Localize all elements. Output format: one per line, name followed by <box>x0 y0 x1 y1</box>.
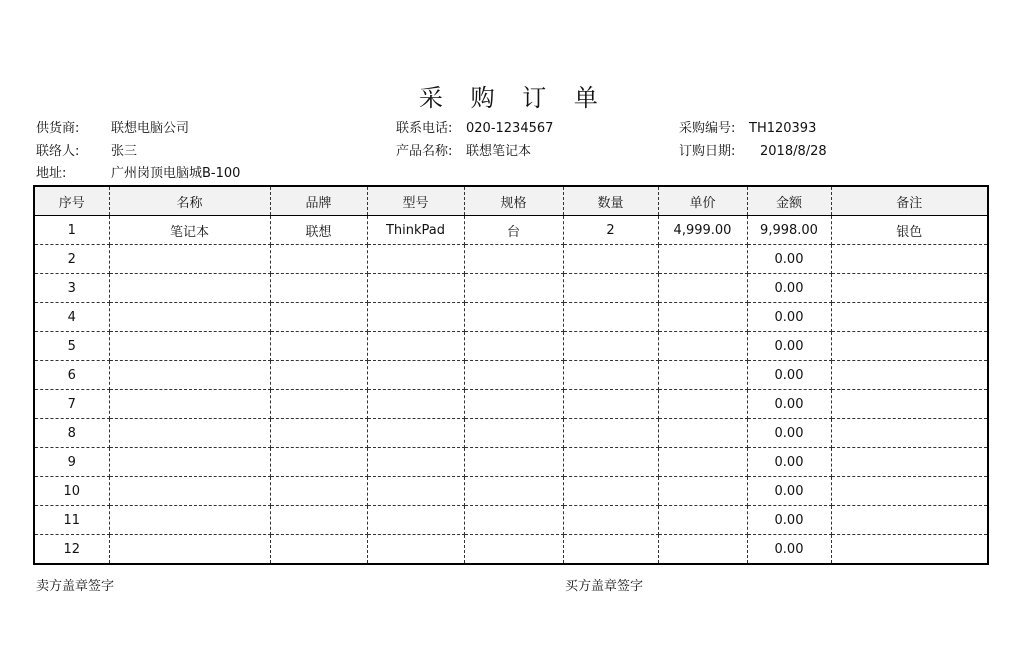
cell-spec <box>464 361 563 390</box>
col-header-name: 名称 <box>109 186 270 216</box>
cell-unit-price <box>658 535 747 565</box>
address-value: 广州岗顶电脑城B-100 <box>111 166 241 181</box>
cell-remarks: 银色 <box>831 216 988 245</box>
cell-index: 11 <box>34 506 109 535</box>
col-header-remarks: 备注 <box>831 186 988 216</box>
col-header-spec: 规格 <box>464 186 563 216</box>
table-row <box>34 361 988 390</box>
cell-quantity <box>563 274 658 303</box>
cell-spec <box>464 274 563 303</box>
cell-spec <box>464 535 563 565</box>
cell-remarks <box>831 448 988 477</box>
table-row <box>34 216 988 245</box>
cell-amount: 0.00 <box>747 448 831 477</box>
cell-name: 笔记本 <box>109 216 270 245</box>
contact-label: 联络人: <box>36 144 80 159</box>
cell-brand <box>270 390 367 419</box>
cell-brand <box>270 506 367 535</box>
cell-quantity <box>563 419 658 448</box>
cell-brand: 联想 <box>270 216 367 245</box>
cell-remarks <box>831 390 988 419</box>
cell-model: ThinkPad <box>367 216 464 245</box>
cell-quantity <box>563 477 658 506</box>
cell-unit-price <box>658 448 747 477</box>
cell-index: 10 <box>34 477 109 506</box>
cell-model <box>367 303 464 332</box>
phone-label: 联系电话: <box>396 121 453 136</box>
address-label: 地址: <box>36 166 67 181</box>
cell-amount: 0.00 <box>747 332 831 361</box>
table-row <box>34 477 988 506</box>
cell-unit-price <box>658 506 747 535</box>
table-row <box>34 506 988 535</box>
cell-model <box>367 477 464 506</box>
cell-spec <box>464 506 563 535</box>
cell-amount: 0.00 <box>747 390 831 419</box>
cell-amount: 0.00 <box>747 245 831 274</box>
cell-remarks <box>831 535 988 565</box>
cell-remarks <box>831 274 988 303</box>
cell-amount: 0.00 <box>747 361 831 390</box>
product-label: 产品名称: <box>396 144 453 159</box>
table-row <box>34 419 988 448</box>
col-header-unit-price: 单价 <box>658 186 747 216</box>
phone-value: 020-1234567 <box>466 121 554 136</box>
cell-remarks <box>831 332 988 361</box>
cell-name <box>109 332 270 361</box>
cell-name <box>109 274 270 303</box>
cell-quantity: 2 <box>563 216 658 245</box>
cell-remarks <box>831 361 988 390</box>
supplier-label: 供货商: <box>36 121 80 136</box>
cell-quantity <box>563 448 658 477</box>
cell-brand <box>270 245 367 274</box>
cell-spec <box>464 303 563 332</box>
cell-index: 12 <box>34 535 109 565</box>
cell-name <box>109 506 270 535</box>
cell-brand <box>270 274 367 303</box>
cell-index: 9 <box>34 448 109 477</box>
cell-remarks <box>831 477 988 506</box>
cell-quantity <box>563 361 658 390</box>
cell-remarks <box>831 419 988 448</box>
cell-amount: 0.00 <box>747 535 831 565</box>
cell-remarks <box>831 506 988 535</box>
cell-brand <box>270 332 367 361</box>
page-title: 采 购 订 单 <box>419 84 608 112</box>
cell-brand <box>270 535 367 565</box>
cell-amount: 0.00 <box>747 274 831 303</box>
cell-name <box>109 477 270 506</box>
order-date-label: 订购日期: <box>679 144 736 159</box>
cell-spec <box>464 245 563 274</box>
order-table <box>33 185 989 565</box>
cell-amount: 0.00 <box>747 477 831 506</box>
cell-unit-price <box>658 419 747 448</box>
cell-spec <box>464 332 563 361</box>
cell-quantity <box>563 303 658 332</box>
cell-unit-price: 4,999.00 <box>658 216 747 245</box>
table-header-row <box>34 186 988 216</box>
cell-name <box>109 419 270 448</box>
cell-brand <box>270 448 367 477</box>
cell-name <box>109 303 270 332</box>
cell-amount: 0.00 <box>747 303 831 332</box>
cell-unit-price <box>658 477 747 506</box>
cell-spec <box>464 448 563 477</box>
order-date-value: 2018/8/28 <box>760 144 827 159</box>
cell-model <box>367 332 464 361</box>
cell-model <box>367 390 464 419</box>
cell-quantity <box>563 535 658 565</box>
buyer-signature-label: 买方盖章签字 <box>565 579 644 594</box>
cell-model <box>367 448 464 477</box>
po-number-value: TH120393 <box>749 121 817 136</box>
cell-brand <box>270 477 367 506</box>
cell-unit-price <box>658 332 747 361</box>
col-header-quantity: 数量 <box>563 186 658 216</box>
contact-value: 张三 <box>111 144 138 159</box>
col-header-index: 序号 <box>34 186 109 216</box>
cell-quantity <box>563 245 658 274</box>
cell-remarks <box>831 245 988 274</box>
cell-name <box>109 535 270 565</box>
cell-brand <box>270 361 367 390</box>
table-row <box>34 303 988 332</box>
cell-model <box>367 419 464 448</box>
col-header-brand: 品牌 <box>270 186 367 216</box>
cell-quantity <box>563 390 658 419</box>
cell-quantity <box>563 506 658 535</box>
col-header-amount: 金额 <box>747 186 831 216</box>
cell-name <box>109 390 270 419</box>
po-number-label: 采购编号: <box>679 121 736 136</box>
table-row <box>34 390 988 419</box>
cell-name <box>109 448 270 477</box>
cell-amount: 0.00 <box>747 506 831 535</box>
cell-index: 5 <box>34 332 109 361</box>
cell-index: 6 <box>34 361 109 390</box>
cell-model <box>367 361 464 390</box>
cell-unit-price <box>658 390 747 419</box>
cell-model <box>367 535 464 565</box>
supplier-value: 联想电脑公司 <box>111 121 190 136</box>
cell-brand <box>270 419 367 448</box>
cell-name <box>109 361 270 390</box>
cell-remarks <box>831 303 988 332</box>
cell-index: 3 <box>34 274 109 303</box>
cell-index: 4 <box>34 303 109 332</box>
cell-amount: 9,998.00 <box>747 216 831 245</box>
cell-model <box>367 274 464 303</box>
cell-brand <box>270 303 367 332</box>
seller-signature-label: 卖方盖章签字 <box>36 579 115 594</box>
cell-quantity <box>563 332 658 361</box>
col-header-model: 型号 <box>367 186 464 216</box>
cell-spec <box>464 419 563 448</box>
table-row <box>34 535 988 565</box>
cell-model <box>367 506 464 535</box>
table-row <box>34 245 988 274</box>
cell-index: 1 <box>34 216 109 245</box>
cell-spec <box>464 477 563 506</box>
cell-name <box>109 245 270 274</box>
cell-index: 8 <box>34 419 109 448</box>
cell-spec: 台 <box>464 216 563 245</box>
cell-spec <box>464 390 563 419</box>
cell-unit-price <box>658 361 747 390</box>
cell-unit-price <box>658 303 747 332</box>
table-row <box>34 332 988 361</box>
cell-index: 2 <box>34 245 109 274</box>
product-value: 联想笔记本 <box>466 144 532 159</box>
cell-index: 7 <box>34 390 109 419</box>
cell-model <box>367 245 464 274</box>
cell-unit-price <box>658 245 747 274</box>
cell-amount: 0.00 <box>747 419 831 448</box>
table-row <box>34 448 988 477</box>
cell-unit-price <box>658 274 747 303</box>
table-row <box>34 274 988 303</box>
